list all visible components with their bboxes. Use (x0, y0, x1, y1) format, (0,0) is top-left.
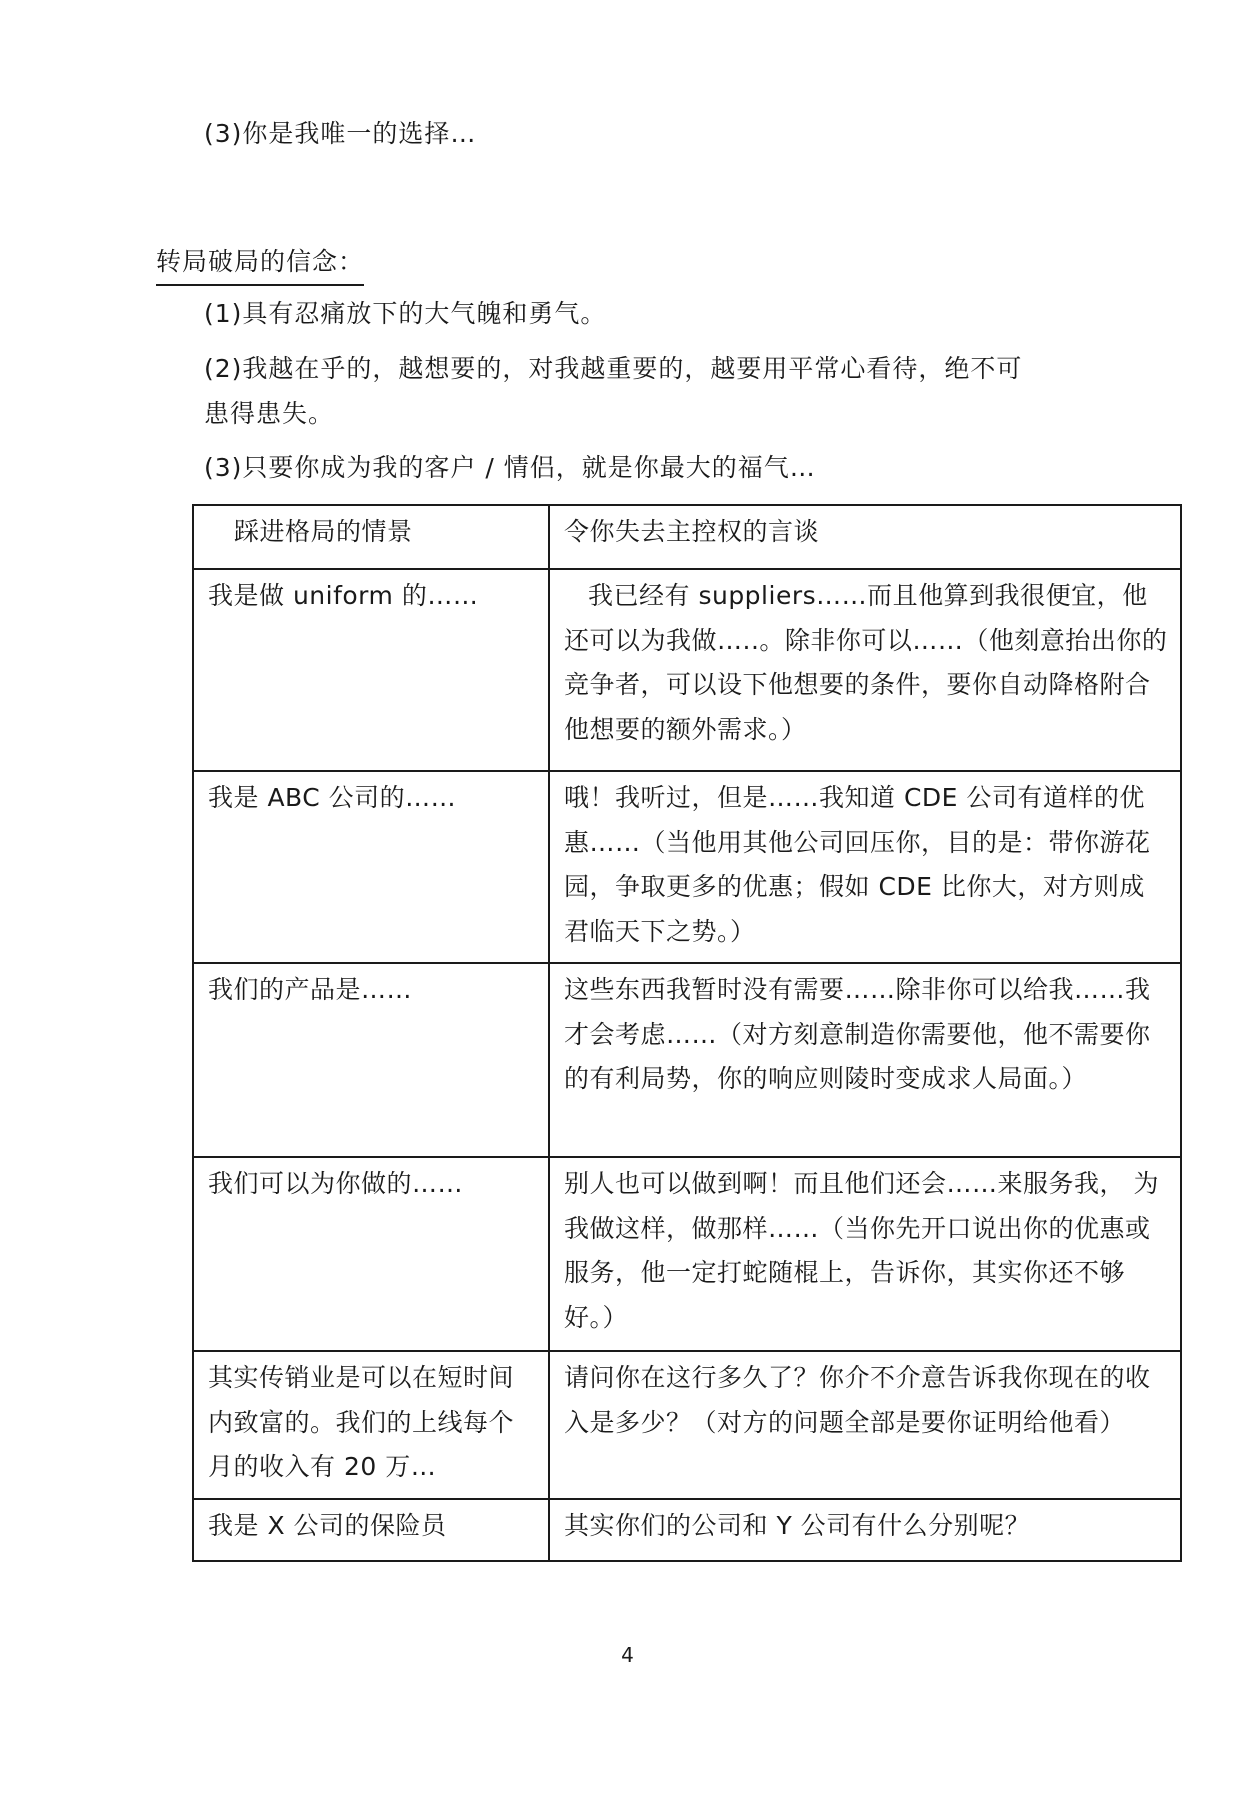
table-cell-response: 哦！我听过，但是……我知道 CDE 公司有道样的优惠……（当他用其他公司回压你，目的是：带你游花园，争取更多的优惠；假如 CDE 比你大，对方则成君临天下之势。） (549, 771, 1181, 963)
table-cell-scene: 我们可以为你做的…… (193, 1157, 549, 1351)
table-cell-response: 请问你在这行多久了？你介不介意告诉我你现在的收入是多少？（对方的问题全部是要你证明给他看） (549, 1351, 1181, 1499)
table-row (193, 771, 1181, 963)
belief-item-2-continued: 患得患失。 (204, 399, 335, 428)
table-cell-response: 别人也可以做到啊！而且他们还会……来服务我， 为我做这样，做那样……（当你先开口说出你的优惠或服务，他一定打蛇随棍上，告诉你，其实你还不够好。） (549, 1157, 1181, 1351)
scenario-table (192, 504, 1182, 1562)
table-header-row (193, 505, 1181, 569)
table-row (193, 1499, 1181, 1561)
table-cell-response: 其实你们的公司和 Y 公司有什么分别呢？ (549, 1499, 1181, 1561)
table-cell-scene: 我是 ABC 公司的…… (193, 771, 549, 963)
table-cell-scene: 其实传销业是可以在短时间内致富的。我们的上线每个月的收入有 20 万… (193, 1351, 549, 1499)
table-cell-response: 这些东西我暂时没有需要……除非你可以给我……我才会考虑……（对方刻意制造你需要他，他不需要你的有利局势，你的响应则陵时变成求人局面。） (549, 963, 1181, 1157)
page-number: 4 (621, 1643, 634, 1667)
table-header-scene: 踩进格局的情景 (193, 505, 549, 569)
table-row (193, 569, 1181, 771)
table-cell-scene: 我是做 uniform 的…… (193, 569, 549, 771)
table-row (193, 963, 1181, 1157)
intro-item: (3)你是我唯一的选择… (204, 119, 477, 148)
table-header-response: 令你失去主控权的言谈 (549, 505, 1181, 569)
table-cell-scene: 我是 X 公司的保险员 (193, 1499, 549, 1561)
section-heading: 转局破局的信念： (156, 240, 364, 286)
belief-item-1: (1)具有忍痛放下的大气魄和勇气。 (204, 299, 607, 328)
table-row (193, 1351, 1181, 1499)
table-row (193, 1157, 1181, 1351)
belief-item-2: (2)我越在乎的，越想要的，对我越重要的，越要用平常心看待，绝不可 (204, 354, 1023, 383)
table-cell-response: 我已经有 suppliers……而且他算到我很便宜，他还可以为我做…..。除非你可以……（他刻意抬出你的竞争者，可以设下他想要的条件，要你自动降格附合他想要的额外需求。） (549, 569, 1181, 771)
table-cell-scene: 我们的产品是…… (193, 963, 549, 1157)
belief-item-3: (3)只要你成为我的客户 / 情侣，就是你最大的福气… (204, 453, 816, 482)
